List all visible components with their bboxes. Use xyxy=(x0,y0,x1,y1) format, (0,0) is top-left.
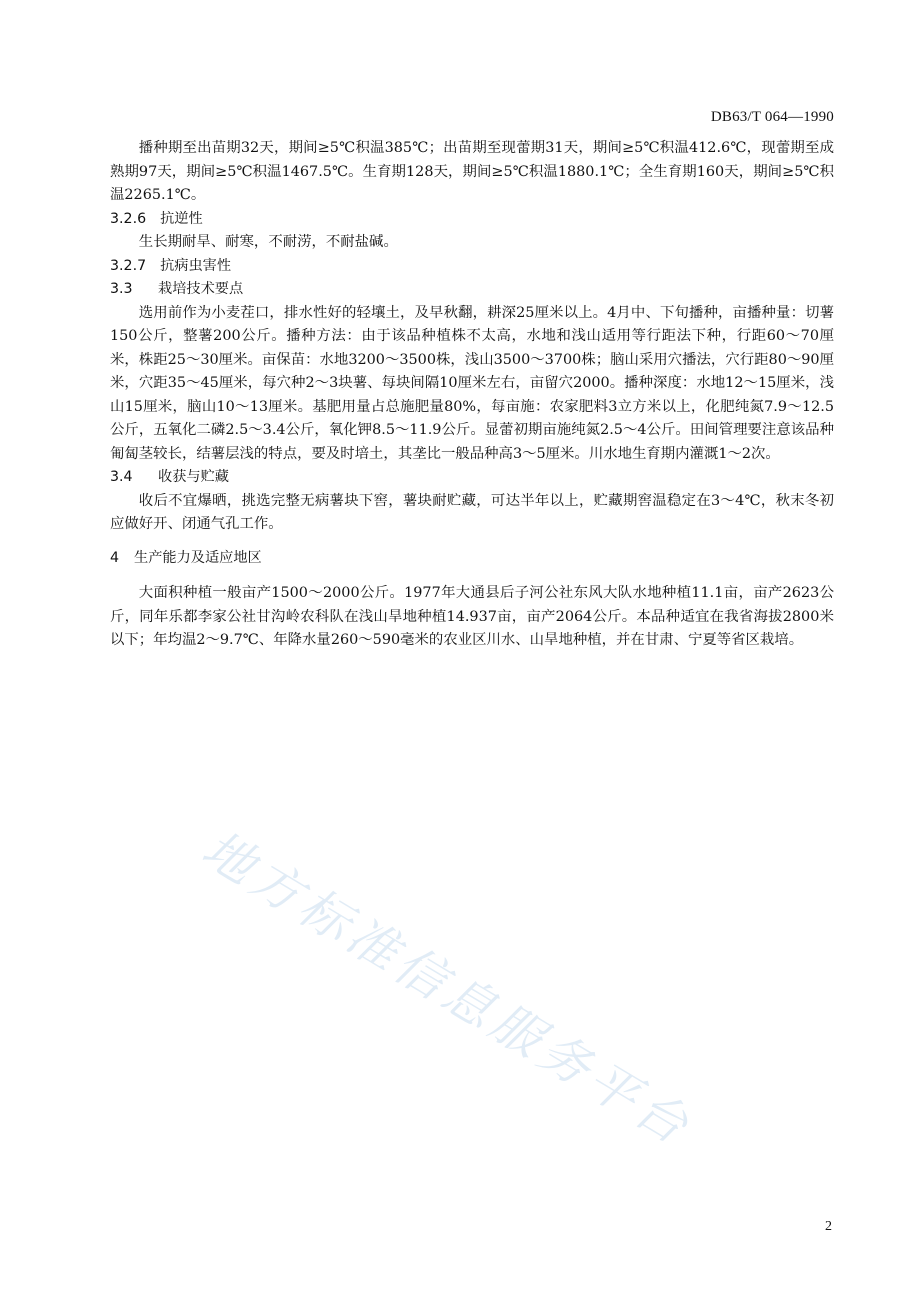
document-code: DB63/T 064—1990 xyxy=(710,109,834,125)
section-number: 3.2.7 xyxy=(110,257,147,274)
section-number: 3.3 xyxy=(110,281,133,297)
stress-resistance-paragraph: 生长期耐旱、耐寒，不耐涝，不耐盐碱。 xyxy=(138,234,398,250)
section-title: 收获与贮藏 xyxy=(158,469,229,485)
harvest-storage-paragraph: 收后不宜爆晒，挑选完整无病薯块下窖，薯块耐贮藏，可达半年以上，贮藏期窖温稳定在3～4℃，秋末冬初应做好开、闭通气孔工作。 xyxy=(110,492,834,532)
section-heading-3-2-6 xyxy=(110,208,834,232)
section-title: 栽培技术要点 xyxy=(158,281,244,297)
section-heading-3-4 xyxy=(110,466,834,490)
section-title: 生产能力及适应地区 xyxy=(134,549,262,566)
section-number: 4 xyxy=(110,549,120,566)
document-body xyxy=(110,137,834,653)
growth-period-paragraph: 播种期至出苗期32天，期间≥5℃积温385℃；出苗期至现蕾期31天，期间≥5℃积温412.6℃，现蕾期至成熟期97天，期间≥5℃积温1467.5℃。生育期128天，期间≥5℃积温1880.1℃；全生育期160天，期间≥5℃积温2265.1℃。 xyxy=(110,140,834,203)
section-number: 3.4 xyxy=(110,469,133,485)
section-number: 3.2.6 xyxy=(110,210,147,227)
watermark: 地方标准信息服务平台 xyxy=(192,819,703,1158)
production-capacity-paragraph: 大面积种植一般亩产1500～2000公斤。1977年大通县后子河公社东风大队水地种植11.1亩，亩产2623公斤，同年乐都李家公社甘沟岭农科队在浅山旱地种植14.937亩，亩产2064公斤。本品种适宜在我省海拔2800米以下；年均温2～9.7℃、年降水量260～590毫米的农业区川水、山旱地种植，并在甘肃、宁夏等省区栽培。 xyxy=(110,585,834,648)
section-heading-3-2-7 xyxy=(110,255,834,279)
section-heading-3-3 xyxy=(110,278,834,302)
section-title: 抗逆性 xyxy=(160,210,203,227)
section-heading-4 xyxy=(110,547,834,571)
cultivation-paragraph: 选用前作为小麦茬口，排水性好的轻壤土，及早秋翻，耕深25厘米以上。4月中、下旬播种，亩播种量：切薯150公斤，整薯200公斤。播种方法：由于该品种植株不太高，水地和浅山适用等行距法下种，行距60～70厘米，株距25～30厘米。亩保苗：水地3200～3500株，浅山3500～3700株；脑山采用穴播法，穴行距80～90厘米，穴距35～45厘米，每穴种2～3块薯、每块间隔10厘米左右，亩留穴2000。播种深度：水地12～15厘米，浅山15厘米，脑山10～13厘米。基肥用量占总施肥量80%，每亩施：农家肥料3立方米以上，化肥纯氮7.9～12.5公斤，五氧化二磷2.5～3.4公斤，氧化钾8.5～11.9公斤。显蕾初期亩施纯氮2.5～4公斤。田间管理要注意该品种匍匐茎较长，结薯层浅的特点，要及时培土，其垄比一般品种高3～5厘米。川水地生育期内灌溉1～2次。 xyxy=(110,304,834,462)
page-number: 2 xyxy=(825,1219,832,1234)
section-title: 抗病虫害性 xyxy=(160,257,232,274)
